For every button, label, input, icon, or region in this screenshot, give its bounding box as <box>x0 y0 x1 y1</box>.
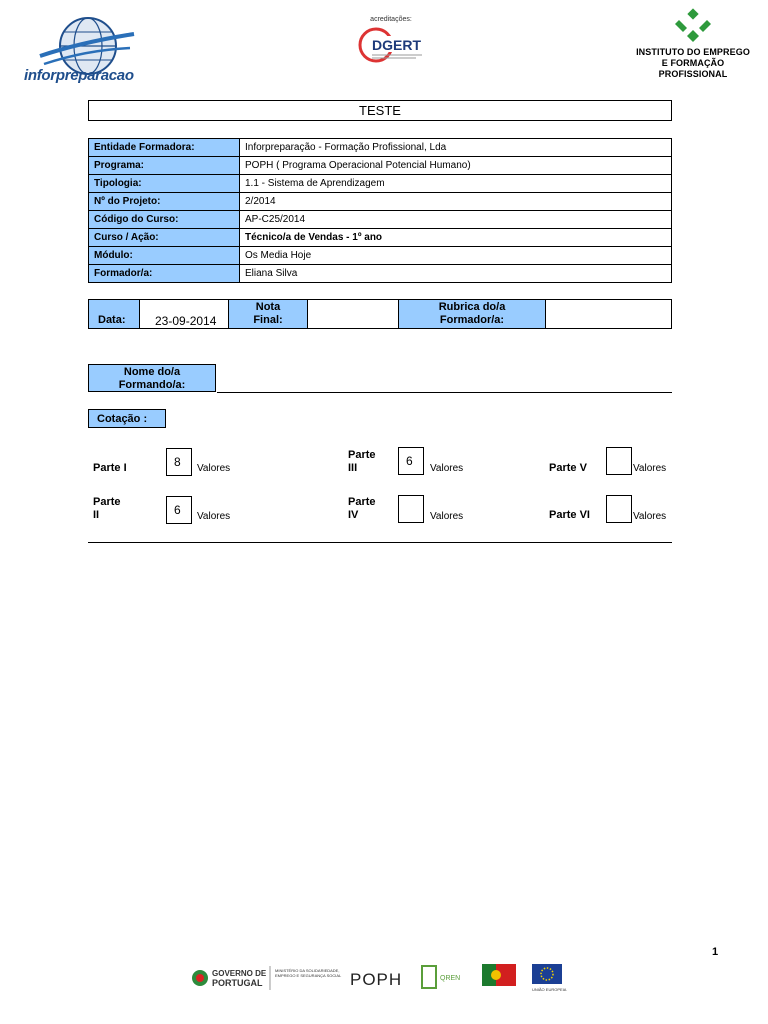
info-label: Módulo: <box>89 247 240 265</box>
info-label: Nº do Projeto: <box>89 193 240 211</box>
info-label: Código do Curso: <box>89 211 240 229</box>
parte-6-label: Parte VI <box>549 509 590 521</box>
parte-3-valores: Valores <box>430 463 464 474</box>
info-label: Programa: <box>89 157 240 175</box>
inforpreparacao-wordmark: inforpreparacao <box>24 67 134 84</box>
course-info-table <box>88 138 672 283</box>
parte-2-score-box[interactable]: 6 <box>166 496 192 524</box>
info-value: Técnico/a de Vendas - 1º ano <box>240 229 672 247</box>
parte-5-label: Parte V <box>549 462 587 474</box>
info-row <box>89 247 672 265</box>
info-value: Inforpreparação - Formação Profissional, Lda <box>240 139 672 157</box>
dgert-text: DGERT <box>372 37 421 53</box>
info-row <box>89 211 672 229</box>
accreditation-label: acreditações: <box>370 16 412 23</box>
info-row <box>89 265 672 283</box>
iefp-line1: INSTITUTO DO EMPREGO <box>636 47 750 57</box>
document-title: TESTE <box>88 100 672 121</box>
eu-flag-icon <box>532 964 567 992</box>
data-label-cell <box>89 300 140 328</box>
info-row <box>89 175 672 193</box>
gov-line2: PORTUGAL <box>212 978 263 988</box>
parte-4-label: Parte IV <box>348 496 376 521</box>
gov-line1: GOVERNO DE <box>212 969 267 978</box>
rubrica-label-line2: Formador/a: <box>439 314 505 326</box>
inforpreparacao-logo <box>22 12 147 88</box>
info-value: 1.1 - Sistema de Aprendizagem <box>240 175 672 193</box>
info-value: AP-C25/2014 <box>240 211 672 229</box>
poph-logo: POPH <box>350 970 403 989</box>
info-row <box>89 193 672 211</box>
rubrica-label-line1: Rubrica do/a <box>438 301 506 313</box>
nota-label-line2: Final: <box>253 314 283 326</box>
parte-6-score-box[interactable] <box>606 495 632 523</box>
iefp-symbol-icon <box>673 8 713 42</box>
nome-formando-label <box>88 364 216 392</box>
qren-text: QREN <box>440 975 461 982</box>
parte-1-valores: Valores <box>197 463 231 474</box>
data-value: 23-09-2014 <box>155 314 217 328</box>
iefp-line2: E FORMAÇÃO PROFISSIONAL <box>658 58 728 79</box>
parte-2-valores: Valores <box>197 511 231 522</box>
parte-3-label: Parte III <box>348 449 376 474</box>
info-label: Formador/a: <box>89 265 240 283</box>
portugal-flag-icon <box>482 964 516 986</box>
dgert-logo <box>356 23 426 65</box>
parte-2-label: Parte II <box>93 496 121 521</box>
parte-1-label: Parte I <box>93 462 127 474</box>
dgert-accreditation <box>356 16 426 72</box>
info-label: Entidade Formadora: <box>89 139 240 157</box>
info-value: Eliana Silva <box>240 265 672 283</box>
rubrica-value-cell[interactable] <box>546 300 671 328</box>
iefp-logo <box>630 8 756 79</box>
ministry-text: MINISTÉRIO DA SOLIDARIEDADE, EMPREGO E SEGURANÇA SOCIAL <box>275 968 342 978</box>
section-divider <box>88 542 672 543</box>
footer-logos <box>190 960 578 996</box>
parte-3-score-box[interactable]: 6 <box>398 447 424 475</box>
nota-label-line1: Nota <box>255 301 281 313</box>
info-value: Os Media Hoje <box>240 247 672 265</box>
parte-4-score-box[interactable] <box>398 495 424 523</box>
info-row <box>89 229 672 247</box>
info-row <box>89 157 672 175</box>
nome-label-line1: Nome do/a <box>123 366 181 378</box>
info-row <box>89 139 672 157</box>
page-number: 1 <box>712 946 719 958</box>
qren-logo <box>422 966 460 988</box>
nome-formando-field[interactable] <box>217 392 672 393</box>
info-label: Tipologia: <box>89 175 240 193</box>
info-value: POPH ( Programa Operacional Potencial Humano) <box>240 157 672 175</box>
info-value: 2/2014 <box>240 193 672 211</box>
nome-label-line2: Formando/a: <box>118 379 186 391</box>
nota-final-value-cell[interactable] <box>308 300 399 328</box>
data-label: Data: <box>98 314 126 326</box>
parte-6-valores: Valores <box>633 511 667 522</box>
eu-label: UNIÃO EUROPEIA <box>532 987 567 992</box>
governo-portugal-logo <box>192 969 267 988</box>
date-grade-row <box>88 299 672 329</box>
parte-4-valores: Valores <box>430 511 464 522</box>
cotacao-label: Cotação : <box>88 409 166 428</box>
nota-final-label-cell <box>229 300 308 328</box>
data-value-cell <box>140 300 229 328</box>
parte-5-valores: Valores <box>633 463 667 474</box>
parte-1-score-box[interactable]: 8 <box>166 448 192 476</box>
parte-5-score-box[interactable] <box>606 447 632 475</box>
info-label: Curso / Ação: <box>89 229 240 247</box>
rubrica-label-cell <box>399 300 546 328</box>
